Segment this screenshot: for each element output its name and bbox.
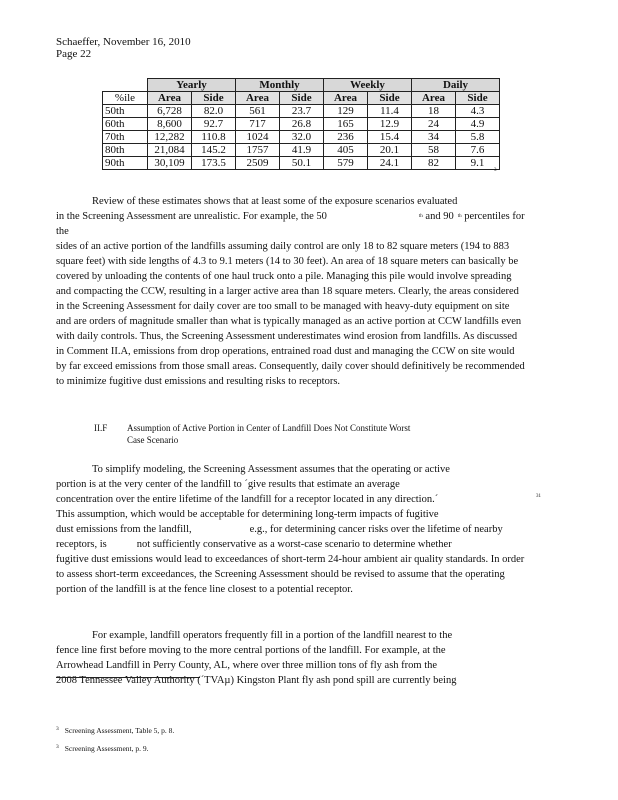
col-header-area: Area — [148, 92, 192, 105]
table-row — [103, 105, 500, 118]
group-weekly: Weekly — [324, 79, 412, 92]
table-cell: 579 — [324, 157, 368, 170]
table-cell: 7.6 — [456, 144, 500, 157]
para2-line1: To simplify modeling, the Screening Assessment assumes that the operating or active — [92, 464, 450, 475]
paragraph-exposure-review — [56, 194, 526, 389]
table-cell: 717 — [236, 118, 280, 131]
para1-line2 — [56, 209, 526, 239]
footnote-divider — [56, 677, 200, 678]
table-cell: 90th — [103, 157, 148, 170]
table-cell: 26.8 — [280, 118, 324, 131]
para2-line5-text-a: dust emissions from the landfill, — [56, 524, 192, 535]
table-cell: 82.0 — [192, 105, 236, 118]
para2-line6-text-a: receptors, is — [56, 539, 107, 550]
table-cell: 80th — [103, 144, 148, 157]
para2-line4: This assumption, which would be acceptable for determining long-term impacts of fugitive — [56, 509, 439, 520]
table-column-header-row — [103, 92, 500, 105]
para2-body: fugitive dust emissions would lead to exceedances of short-term 24-hour ambient air quality standards. In order to assess short-term exceedances, the Screening Assessment should be revised to assume that the operating portion of the landfill is at the fence line closest to a potential receptor. — [56, 554, 525, 595]
col-header-area: Area — [324, 92, 368, 105]
table-group-header-row — [103, 79, 500, 92]
table-cell: 129 — [324, 105, 368, 118]
table-cell: 92.7 — [192, 118, 236, 131]
superscript-th: th — [457, 214, 462, 219]
para2-line6-text-b: not sufficiently conservative as a worst-case scenario to determine whether — [136, 539, 452, 550]
footnote-number: 3 — [56, 726, 59, 732]
page-number: Page 22 — [56, 48, 92, 60]
table-cell: 70th — [103, 131, 148, 144]
para2-line5 — [56, 522, 526, 537]
col-header-area: Area — [412, 92, 456, 105]
table-cell: 145.2 — [192, 144, 236, 157]
table-cell: 82 — [412, 157, 456, 170]
para1-line2-text: in the Screening Assessment are unrealistic. For example, the 50 — [56, 211, 327, 222]
table-cell: 173.5 — [192, 157, 236, 170]
table-cell: 24 — [412, 118, 456, 131]
col-header-percentile: %ile — [103, 92, 148, 105]
para1-line1: Review of these estimates shows that at least some of the exposure scenarios evaluated — [92, 196, 458, 207]
para2-line6 — [56, 537, 526, 552]
table-row — [103, 144, 500, 157]
para3-line4: 2008 Tennessee Valley Authority (´TVAµ) Kingston Plant fly ash pond spill are currently being — [56, 675, 457, 686]
para2-line5-text-b: e.g., for determining cancer risks over the lifetime of nearby — [249, 524, 503, 535]
col-header-side: Side — [192, 92, 236, 105]
footnote — [56, 726, 174, 735]
table-cell: 58 — [412, 144, 456, 157]
para1-line2-text-c: percentiles for the — [56, 211, 525, 237]
table-cell: 20.1 — [368, 144, 412, 157]
table-cell: 8,600 — [148, 118, 192, 131]
para2-line3: concentration over the entire lifetime of the landfill for a receptor located in any direction.´ — [56, 494, 439, 505]
table-cell: 236 — [324, 131, 368, 144]
para1-line2-text-b: and 90 — [425, 211, 454, 222]
section-title — [127, 422, 410, 446]
para1-body: sides of an active portion of the landfills assuming daily control are only 18 to 82 square meters (194 to 883 square feet) with side lengths of 4.3 to 9.1 meters (14 to 30 feet). An area of 18 square meters can basically be covered by unloading the contents of one haul truck onto a pile. Managing this pile would involve spreading and compacting the CCW, resulting in a larger active area than 18 square meters. Clearly, the areas considered in the Screening Assessment for daily cover are too small to be managed with heavy-duty equipment on site and are orders of magnitude smaller than what is typically managed as an active portion at CCW landfills even with daily controls. Thus, the Screening Assessment underestimates wind erosion from landfills. As discussed in Comment II.A, emissions from drop operations, entrained road dust and managing the CCW on site would by far exceed emissions from those small areas. Consequently, daily cover should definitively be recommended to minimize fugitive dust emissions and resulting risks to receptors. — [56, 241, 525, 387]
table-cell: 561 — [236, 105, 280, 118]
para3-line2: fence line first before moving to the more central portions of the landfill. For example, at the — [56, 645, 446, 656]
para3-line1: For example, landfill operators frequently fill in a portion of the landfill nearest to the — [92, 630, 453, 641]
footnote-text: Screening Assessment, Table 5, p. 8. — [64, 726, 175, 735]
running-header-author-date: Schaeffer, November 16, 2010 — [56, 36, 191, 48]
section-title-line1: Assumption of Active Portion in Center of Landfill Does Not Constitute Worst — [127, 423, 411, 433]
table-cell: 110.8 — [192, 131, 236, 144]
paragraph-footnote-marker: 31 — [536, 494, 541, 499]
table-cell: 34 — [412, 131, 456, 144]
footnote — [56, 744, 149, 753]
group-daily: Daily — [412, 79, 500, 92]
table-cell: 2509 — [236, 157, 280, 170]
paragraph-center-assumption — [56, 462, 526, 597]
table-cell: 21,084 — [148, 144, 192, 157]
group-monthly: Monthly — [236, 79, 324, 92]
footnote-text: Screening Assessment, p. 9. — [64, 744, 149, 753]
table-cell: 6,728 — [148, 105, 192, 118]
table-cell: 32.0 — [280, 131, 324, 144]
col-header-side: Side — [368, 92, 412, 105]
paragraph-landfill-example — [56, 628, 526, 688]
footnote-number: 3 — [56, 744, 59, 750]
table-cell: 4.3 — [456, 105, 500, 118]
col-header-side: Side — [280, 92, 324, 105]
table-cell: 24.1 — [368, 157, 412, 170]
table-cell: 41.9 — [280, 144, 324, 157]
percentile-area-table — [102, 78, 500, 170]
table-row — [103, 118, 500, 131]
col-header-area: Area — [236, 92, 280, 105]
table-cell: 12,282 — [148, 131, 192, 144]
table-cell: 23.7 — [280, 105, 324, 118]
table-cell: 5.8 — [456, 131, 500, 144]
para2-line2: portion is at the very center of the landfill to ´give results that estimate an average — [56, 479, 400, 490]
table-cell: 1757 — [236, 144, 280, 157]
table-cell: 30,109 — [148, 157, 192, 170]
table-cell: 18 — [412, 105, 456, 118]
para3-line3: Arrowhead Landfill in Perry County, AL, where over three million tons of fly ash from the — [56, 660, 438, 671]
table-cell: 50th — [103, 105, 148, 118]
section-number: II.F — [94, 423, 108, 433]
table-cell: 15.4 — [368, 131, 412, 144]
table-cell: 9.1 — [456, 157, 500, 170]
table-cell: 165 — [324, 118, 368, 131]
table-row — [103, 157, 500, 170]
table-cell: 50.1 — [280, 157, 324, 170]
superscript-th: th — [418, 214, 423, 219]
table-row — [103, 131, 500, 144]
table-cell: 4.9 — [456, 118, 500, 131]
group-yearly: Yearly — [148, 79, 236, 92]
table-cell: 12.9 — [368, 118, 412, 131]
table-cell: 405 — [324, 144, 368, 157]
table-cell: 60th — [103, 118, 148, 131]
table-cell: 1024 — [236, 131, 280, 144]
section-title-line2: Case Scenario — [127, 435, 179, 445]
col-header-side: Side — [456, 92, 500, 105]
table-cell: 11.4 — [368, 105, 412, 118]
table-footnote-marker: 3 — [494, 168, 497, 173]
